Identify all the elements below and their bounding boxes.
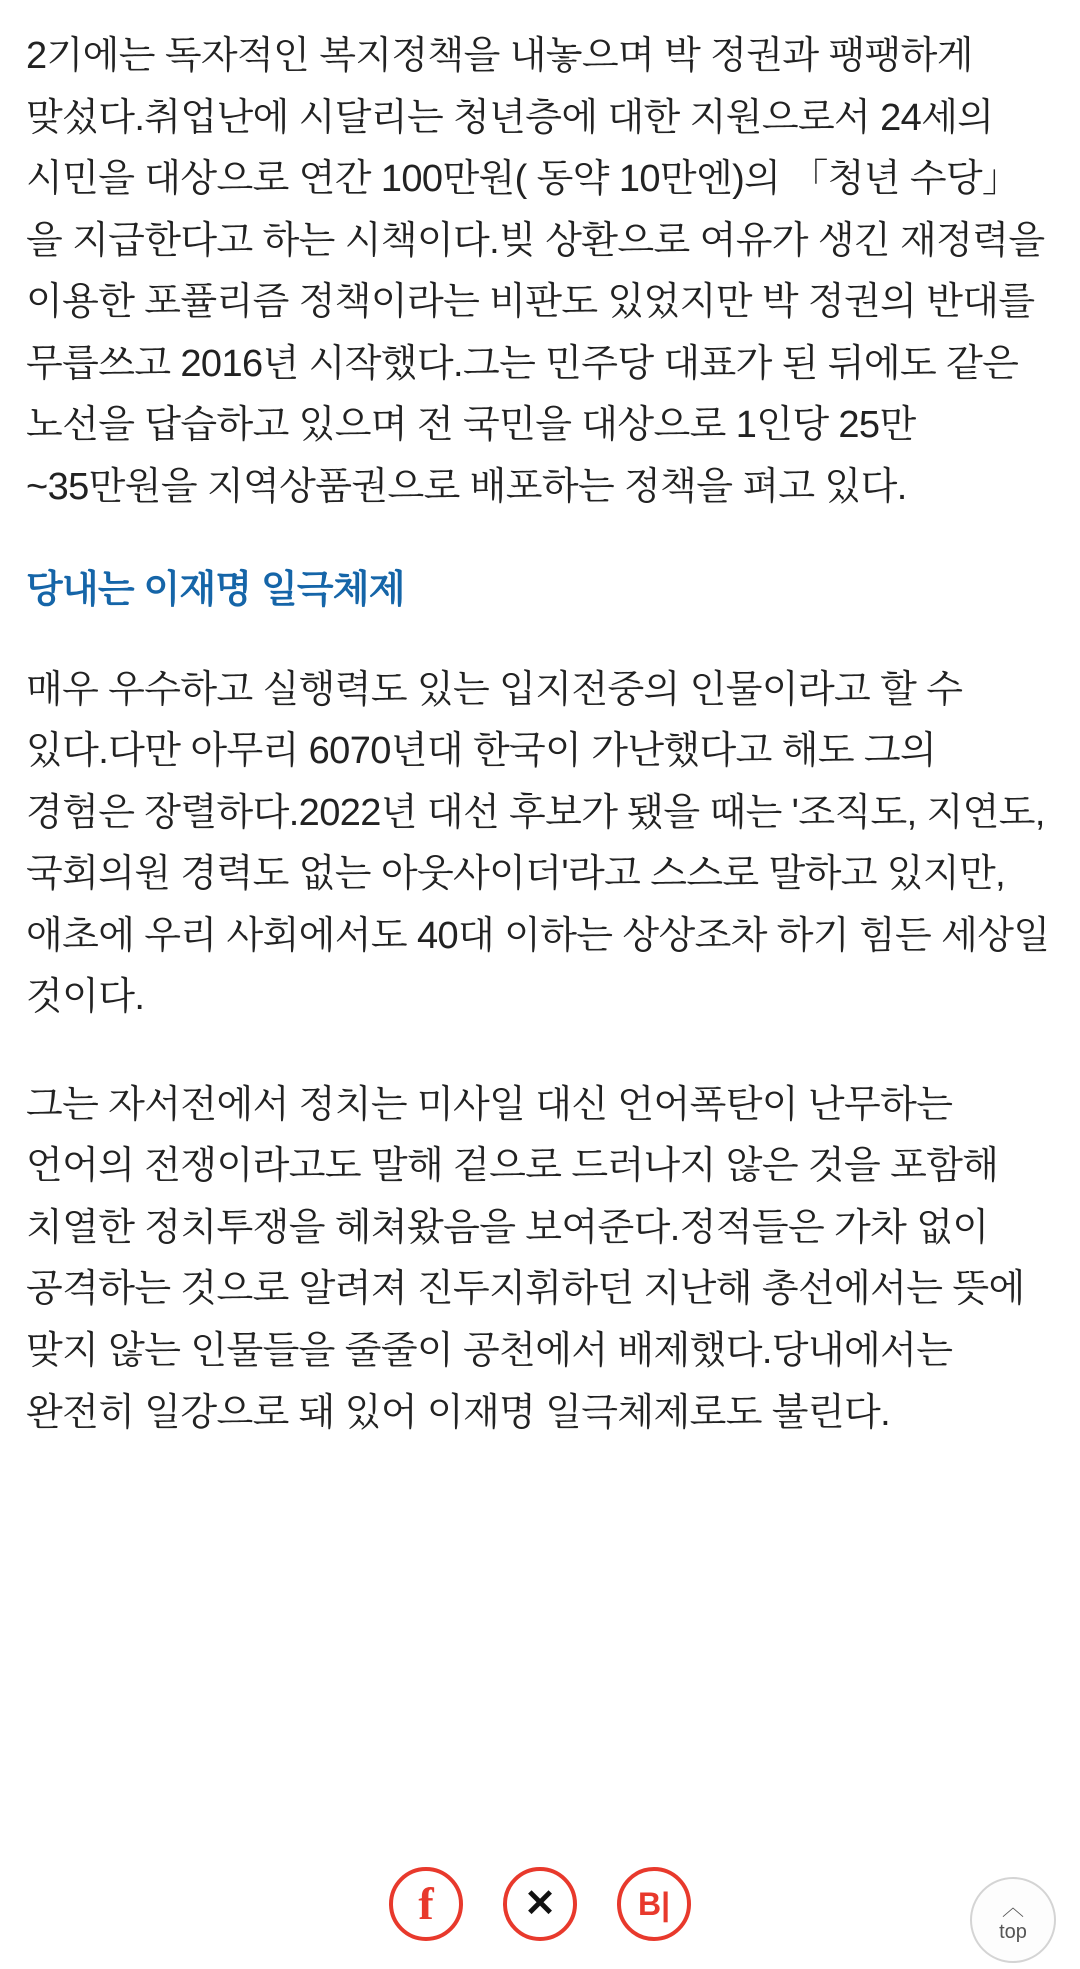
article-paragraph: 그는 자서전에서 정치는 미사일 대신 언어폭탄이 난무하는 언어의 전쟁이라고도 말해 겉으로 드러나지 않은 것을 포함해 치열한 정치투쟁을 헤쳐왔음을 보여준다.정적들은 가차 없이 공격하는 것으로 알려져 진두지휘하던 지난해 총선에서는 뜻에 맞지 않는 인물들을 줄줄이 공천에서 배제했다.당내에서는 완전히 일강으로 돼 있어 이재명 일극체제로도 불린다. <box>26 1083 1025 1434</box>
scroll-to-top-label: top <box>999 1920 1027 1943</box>
band-share-icon[interactable]: B| <box>617 1867 691 1941</box>
article-paragraph: 매우 우수하고 실행력도 있는 입지전중의 인물이라고 할 수 있다.다만 아무리 6070년대 한국이 가난했다고 해도 그의 경험은 장렬하다.2022년 대선 후보가 됐을 때는 '조직도, 지연도, 국회의원 경력도 없는 아웃사이더'라고 스스로 말하고 있지만, 애초에 우리 사회에서도 40대 이하는 상상조차 하기 힘든 세상일 것이다. <box>26 668 1050 1019</box>
article-subheading: 당내는 이재명 일극체제 <box>26 569 405 612</box>
facebook-share-icon[interactable]: f <box>389 1867 463 1941</box>
article-paragraph: 2기에는 독자적인 복지정책을 내놓으며 박 정권과 팽팽하게 맞섰다.취업난에 시달리는 청년층에 대한 지원으로서 24세의 시민을 대상으로 연간 100만원( 동약 10만엔)의 「청년 수당」을 지급한다고 하는 시책이다.빚 상환으로 여유가 생긴 재정력을 이용한 포퓰리즘 정책이라는 비판도 있었지만 박 정권의 반대를 무릅쓰고 2016년 시작했다.그는 민주당 대표가 된 뒤에도 같은 노선을 답습하고 있으며 전 국민을 대상으로 1인당 25만~35만원을 지역상품권으로 배포하는 정책을 펴고 있다. <box>26 35 1045 508</box>
chevron-up-icon: ︿ <box>1001 1894 1024 1920</box>
x-share-icon[interactable]: ✕ <box>503 1867 577 1941</box>
scroll-to-top-button[interactable] <box>970 1877 1056 1963</box>
share-buttons-row <box>0 1849 1080 1969</box>
